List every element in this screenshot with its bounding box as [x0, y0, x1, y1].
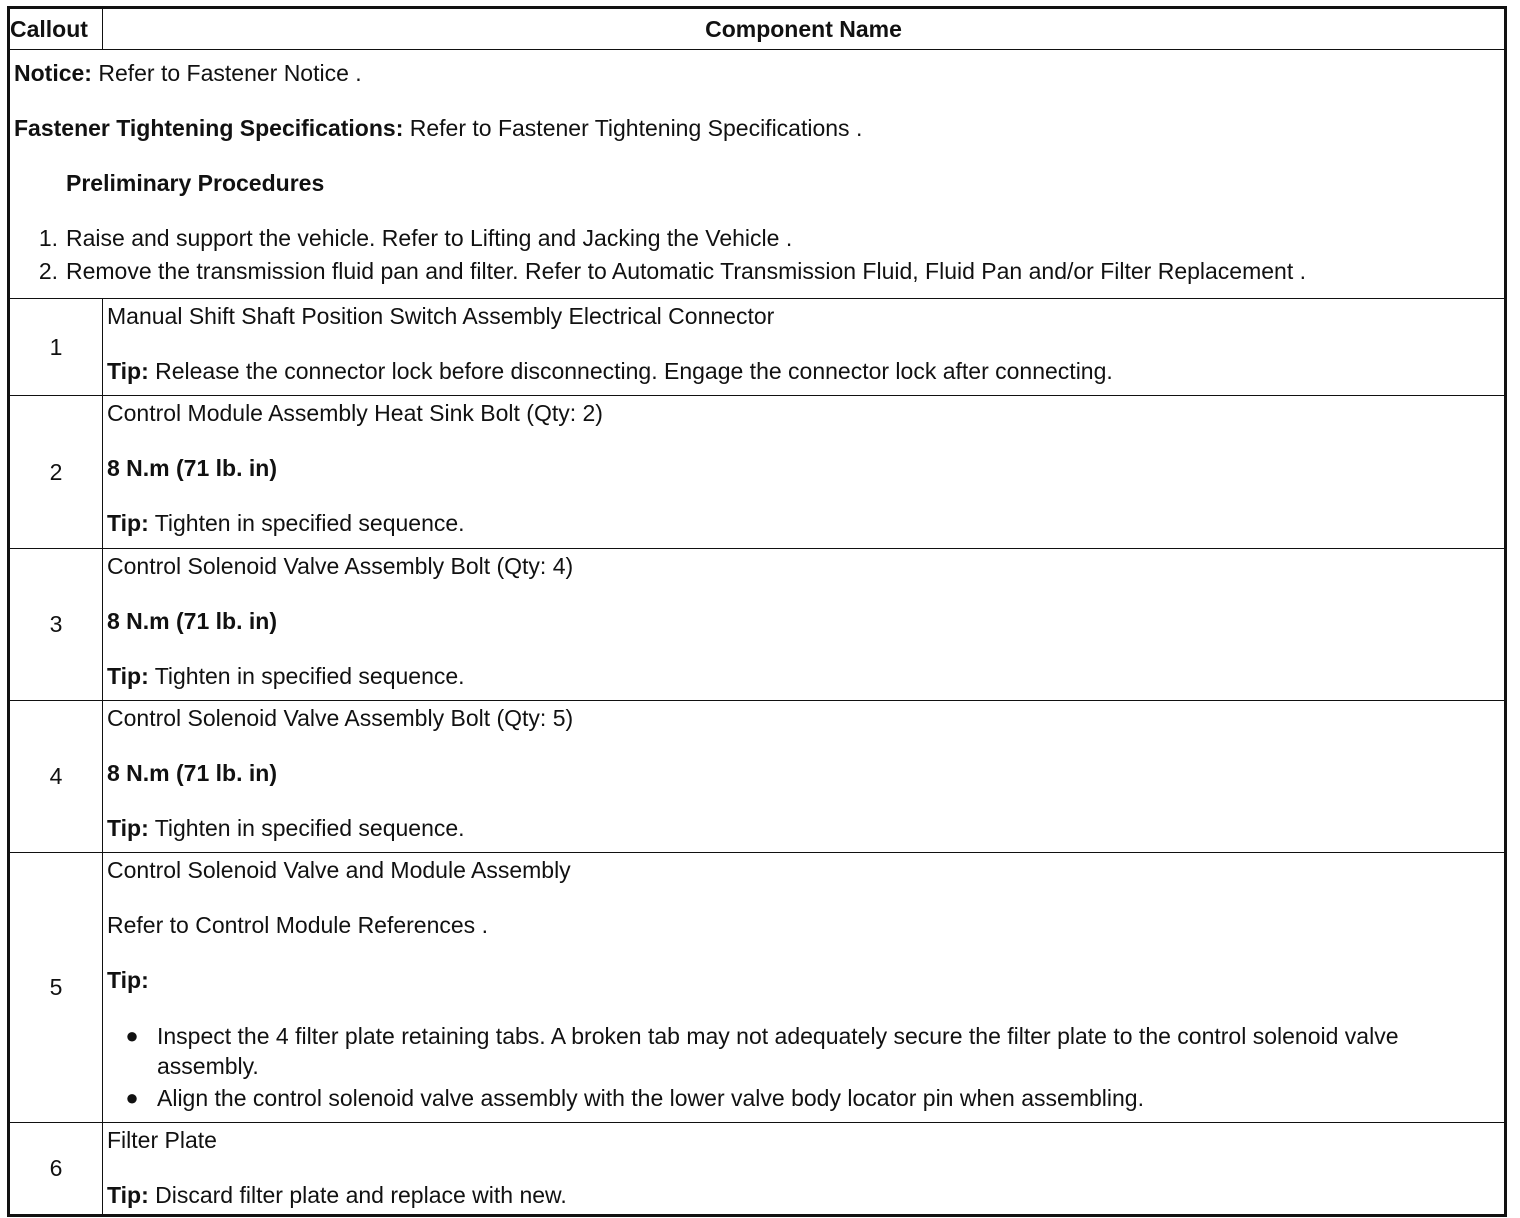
- tip-label: Tip:: [107, 663, 149, 689]
- bullet-icon: ●: [125, 1023, 139, 1048]
- fts-label: Fastener Tightening Specifications:: [14, 115, 404, 141]
- tip-label: Tip:: [107, 358, 149, 384]
- notes-row: [9, 50, 1506, 299]
- component-cell: [103, 853, 1506, 1123]
- tip-text: Tighten in specified sequence.: [148, 510, 465, 536]
- tip-line: [107, 510, 1500, 536]
- table-row: [9, 1123, 1506, 1216]
- notice-text: Refer to Fastener Notice .: [91, 60, 362, 86]
- fts-text: Refer to Fastener Tightening Specifications .: [403, 115, 863, 141]
- fts-line: [14, 115, 1504, 141]
- step-number: 2.: [38, 258, 58, 284]
- callout-cell: 6: [9, 1123, 103, 1216]
- bullet-text: Inspect the 4 filter plate retaining tabs. A broken tab may not adequately secure the filter plate to the control solenoid valve assembly.: [157, 1023, 1399, 1079]
- tip-bullets: [107, 1021, 1500, 1113]
- callout-cell: 2: [9, 396, 103, 549]
- component-table: [7, 6, 1507, 1217]
- prelim-steps: [14, 222, 1504, 288]
- tip-text: Tighten in specified sequence.: [148, 663, 465, 689]
- tip-label: Tip:: [107, 815, 149, 841]
- notes-cell: [9, 50, 1506, 299]
- table-header-row: [9, 8, 1506, 50]
- table-row: [9, 701, 1506, 853]
- tip-text: Release the connector lock before disconnecting. Engage the connector lock after connecting.: [148, 358, 1113, 384]
- table-row: [9, 853, 1506, 1123]
- tip-line: [107, 1182, 1500, 1208]
- component-cell: [103, 701, 1506, 853]
- component-name-column-header: Component Name: [103, 8, 1506, 50]
- notice-label: Notice:: [14, 60, 92, 86]
- step-text: Raise and support the vehicle. Refer to Lifting and Jacking the Vehicle .: [66, 225, 793, 251]
- tip-line: [107, 358, 1500, 384]
- component-name: Filter Plate: [107, 1127, 217, 1153]
- table-row: [9, 549, 1506, 701]
- torque-spec: 8 N.m (71 lb. in): [107, 760, 277, 786]
- tip-label: Tip:: [107, 510, 149, 536]
- tip-text: Discard filter plate and replace with new.: [148, 1182, 567, 1208]
- notice-line: [14, 60, 1504, 86]
- component-name: Control Solenoid Valve Assembly Bolt (Qty: 4): [107, 553, 574, 579]
- component-cell: [103, 549, 1506, 701]
- list-item: [14, 222, 1504, 255]
- step-text: Remove the transmission fluid pan and filter. Refer to Automatic Transmission Fluid, Fluid Pan and/or Filter Replacement .: [66, 258, 1307, 284]
- component-name: Control Solenoid Valve and Module Assembly: [107, 857, 571, 883]
- torque-spec: 8 N.m (71 lb. in): [107, 608, 277, 634]
- tip-text: Tighten in specified sequence.: [148, 815, 465, 841]
- prelim-title: Preliminary Procedures: [66, 170, 325, 196]
- tip-line: [107, 815, 1500, 841]
- component-cell: [103, 299, 1506, 396]
- callout-cell: 4: [9, 701, 103, 853]
- callout-cell: 1: [9, 299, 103, 396]
- list-item: [14, 255, 1504, 288]
- tip-label: Tip:: [107, 967, 149, 993]
- bullet-text: Align the control solenoid valve assembly with the lower valve body locator pin when assembling.: [157, 1085, 1144, 1111]
- component-name: Control Solenoid Valve Assembly Bolt (Qty: 5): [107, 705, 574, 731]
- reference-text: Refer to Control Module References .: [107, 912, 488, 938]
- callout-column-header: Callout: [9, 8, 103, 50]
- tip-label: Tip:: [107, 1182, 149, 1208]
- callout-cell: 3: [9, 549, 103, 701]
- tip-line: [107, 663, 1500, 689]
- step-number: 1.: [38, 225, 58, 251]
- component-cell: [103, 1123, 1506, 1216]
- component-cell: [103, 396, 1506, 549]
- table-row: [9, 299, 1506, 396]
- callout-cell: 5: [9, 853, 103, 1123]
- component-name: Manual Shift Shaft Position Switch Assembly Electrical Connector: [107, 303, 775, 329]
- table-row: [9, 396, 1506, 549]
- torque-spec: 8 N.m (71 lb. in): [107, 455, 277, 481]
- list-item: [107, 1083, 1500, 1113]
- list-item: [107, 1021, 1500, 1081]
- bullet-icon: ●: [125, 1085, 139, 1110]
- component-name: Control Module Assembly Heat Sink Bolt (Qty: 2): [107, 400, 603, 426]
